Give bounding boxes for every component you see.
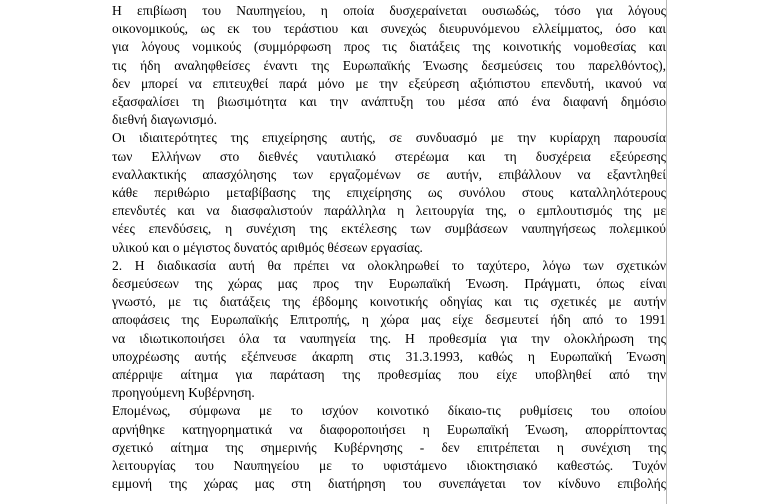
right-margin-guide — [666, 0, 667, 504]
text-line: υλικού και ο μέγιστος δυνατός αριθμός θέσεων εργασίας. — [112, 239, 423, 255]
text-line: Η επιβίωση του Ναυπηγείου, η οποία δυσχεραίνεται ουσιωδώς, τόσο για λόγους — [112, 3, 666, 18]
paragraph-2 — [112, 129, 666, 256]
text-line: προηγούμενη Κυβέρνηση. — [112, 385, 255, 401]
text-line: επενδυτές και να διασφαλιστούν παράλληλα η λειτουργία της, ο εμπλουτισμός της με — [112, 203, 666, 219]
document-body[interactable] — [112, 2, 666, 493]
paragraph-3 — [112, 257, 666, 403]
text-line: δεν μπορεί να επιτευχθεί παρά μόνο με την εξεύρεση αξιόπιστου επενδυτή, ικανού να — [112, 75, 666, 91]
text-line: Επομένως, σύμφωνα με το ισχύον κοινοτικό δίκαιο-τις ρυθμίσεις του οποίου — [112, 403, 666, 419]
paragraph-4 — [112, 402, 666, 493]
text-line: αποφάσεις της Ευρωπαϊκής Επιτροπής, η χώρα μας είχε δεσμευτεί ήδη από το 1991 — [112, 312, 666, 328]
text-line: σχετικό αίτημα της σημερινής Κυβέρνησης - δεν επιτρέπεται η συνέχιση της — [112, 439, 666, 455]
text-line: υποχρέωσης αυτής εξέπνευσε άκαρπη στις 31.3.1993, καθώς η Ευρωπαϊκή Ένωση — [112, 348, 666, 364]
text-line: Οι ιδιαιτερότητες της επιχείρησης αυτής, σε συνδυασμό με την κυρίαρχη παρουσία — [112, 130, 666, 146]
text-line: αρνήθηκε κατηγορηματικά να διαφοροποιήσει η Ευρωπαϊκή Ένωση, απορρίπτοντας — [112, 421, 666, 437]
text-line: 2. Η διαδικασία αυτή θα πρέπει να ολοκληρωθεί το ταχύτερο, λόγω των σχετικών — [112, 257, 666, 273]
text-line: γνωστό, με τις διατάξεις της έβδομης κοινοτικής οδηγίας και τις σχετικές με αυτήν — [112, 294, 666, 310]
text-line: εμμονή της χώρας μας στη διατήρηση του συνεπάγεται τον κίνδυνο επιβολής — [112, 476, 666, 492]
text-line: των Ελλήνων στο διεθνές ναυτιλιακό στερέωμα και τη δυσχέρεια εξεύρεσης — [112, 148, 666, 164]
text-line: οικονομικούς, ως εκ του τεράστιου και συνεχώς διευρυνόμενου ελλείμματος, όσο και — [112, 21, 666, 37]
paragraph-1 — [112, 2, 666, 129]
text-line: απέρριψε αίτημα για παράταση της προθεσμίας που είχε υποβληθεί από την — [112, 367, 666, 383]
text-line: εναλλακτικής απασχόλησης των εργαζομένων σε αυτήν, επιβάλλουν να εξαντληθεί — [112, 166, 666, 182]
text-line: δεσμεύσεων της χώρας μας προς την Ευρωπαϊκή Ένωση. Πράγματι, όπως είναι — [112, 276, 666, 292]
text-line: λειτουργίας του Ναυπηγείου με το υφιστάμενο ιδιοκτησιακό καθεστώς. Τυχόν — [112, 458, 666, 474]
text-line: τις ήδη αναληφθείσες έναντι της Ευρωπαϊκής Ένωσης δεσμεύσεις του παρελθόντος), — [112, 57, 666, 73]
text-line: κάθε περιθώριο μεταβίβασης της επιχείρησης ως συνόλου στους καταλληλότερους — [112, 185, 666, 201]
text-line: εξασφαλίσει τη βιωσιμότητα και την ανάπτυξη του μέσα από ένα διαφανή δημόσιο — [112, 94, 666, 110]
text-line: διεθνή διαγωνισμό. — [112, 112, 217, 128]
text-line: για λόγους νομικούς (συμμόρφωση προς τις διατάξεις της κοινοτικής νομοθεσίας και — [112, 39, 666, 55]
text-line: να ιδιωτικοποιήσει όλα τα ναυπηγεία της. Η προθεσμία για την ολοκλήρωση της — [112, 330, 666, 346]
text-line: νέες επενδύσεις, η συνέχιση της εκτέλεσης των συμβάσεων ναυπηγήσεως πολεμικού — [112, 221, 666, 237]
